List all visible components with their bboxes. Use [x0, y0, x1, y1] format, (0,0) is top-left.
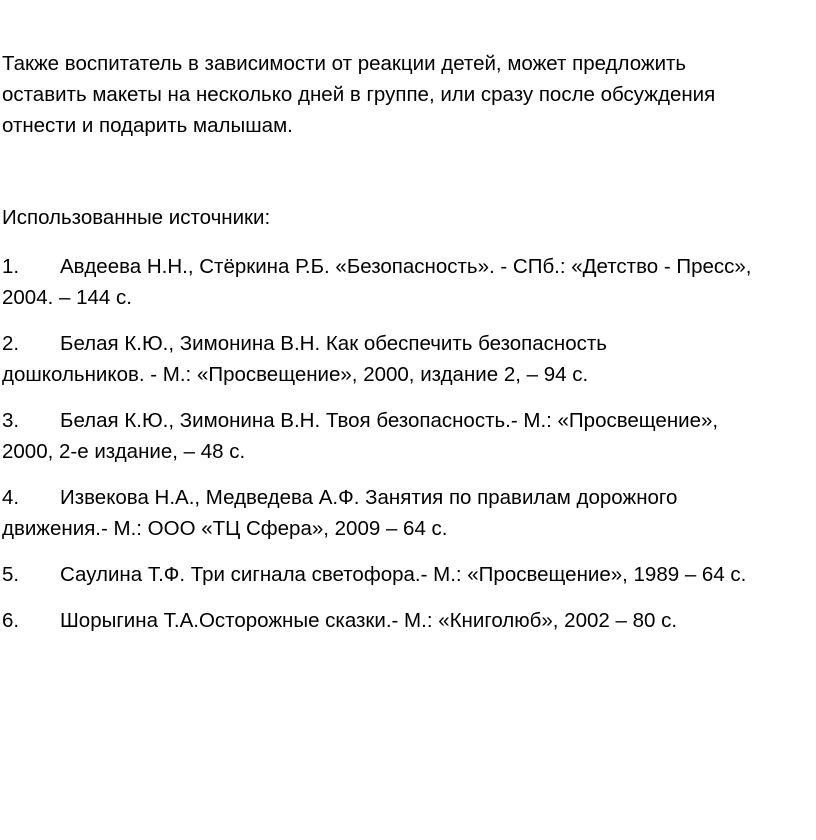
- reference-number: 2.: [2, 332, 20, 355]
- intro-line: отнести и подарить малышам.: [2, 114, 293, 137]
- reference-text: Шорыгина Т.А.Осторожные сказки.- М.: «Книголюб», 2002 – 80 с.: [60, 609, 678, 632]
- reference-text: Белая К.Ю., Зимонина В.Н. Твоя безопасность.- М.: «Просвещение»,: [60, 409, 719, 432]
- sources-heading: Использованные источники:: [2, 206, 271, 229]
- reference-text: Авдеева Н.Н., Стёркина Р.Б. «Безопасность». - СПб.: «Детство - Пресс»,: [60, 255, 752, 278]
- reference-number: 3.: [2, 409, 20, 432]
- intro-line: Также воспитатель в зависимости от реакции детей, может предложить: [2, 52, 687, 75]
- reference-number: 5.: [2, 563, 20, 586]
- reference-text: дошкольников. - М.: «Просвещение», 2000, издание 2, – 94 с.: [2, 363, 589, 386]
- reference-text: 2000, 2-е издание, – 48 с.: [2, 440, 246, 463]
- reference-text: Саулина Т.Ф. Три сигнала светофора.- М.: «Просвещение», 1989 – 64 с.: [60, 563, 747, 586]
- reference-item: [2, 251, 808, 313]
- reference-item: [2, 559, 808, 590]
- reference-text: Извекова Н.А., Медведева А.Ф. Занятия по правилам дорожного: [60, 486, 678, 509]
- reference-item: [2, 482, 808, 544]
- reference-number: 1.: [2, 255, 20, 278]
- reference-item: [2, 405, 808, 467]
- reference-item: [2, 605, 808, 636]
- reference-number: 6.: [2, 609, 20, 632]
- reference-text: 2004. – 144 с.: [2, 286, 132, 309]
- reference-text: Белая К.Ю., Зимонина В.Н. Как обеспечить безопасность: [60, 332, 607, 355]
- reference-number: 4.: [2, 486, 20, 509]
- reference-item: [2, 328, 808, 390]
- intro-paragraph: [2, 48, 802, 141]
- references-list: [2, 251, 808, 651]
- intro-line: оставить макеты на несколько дней в группе, или сразу после обсуждения: [2, 83, 716, 106]
- reference-text: движения.- М.: ООО «ТЦ Сфера», 2009 – 64 с.: [2, 517, 448, 540]
